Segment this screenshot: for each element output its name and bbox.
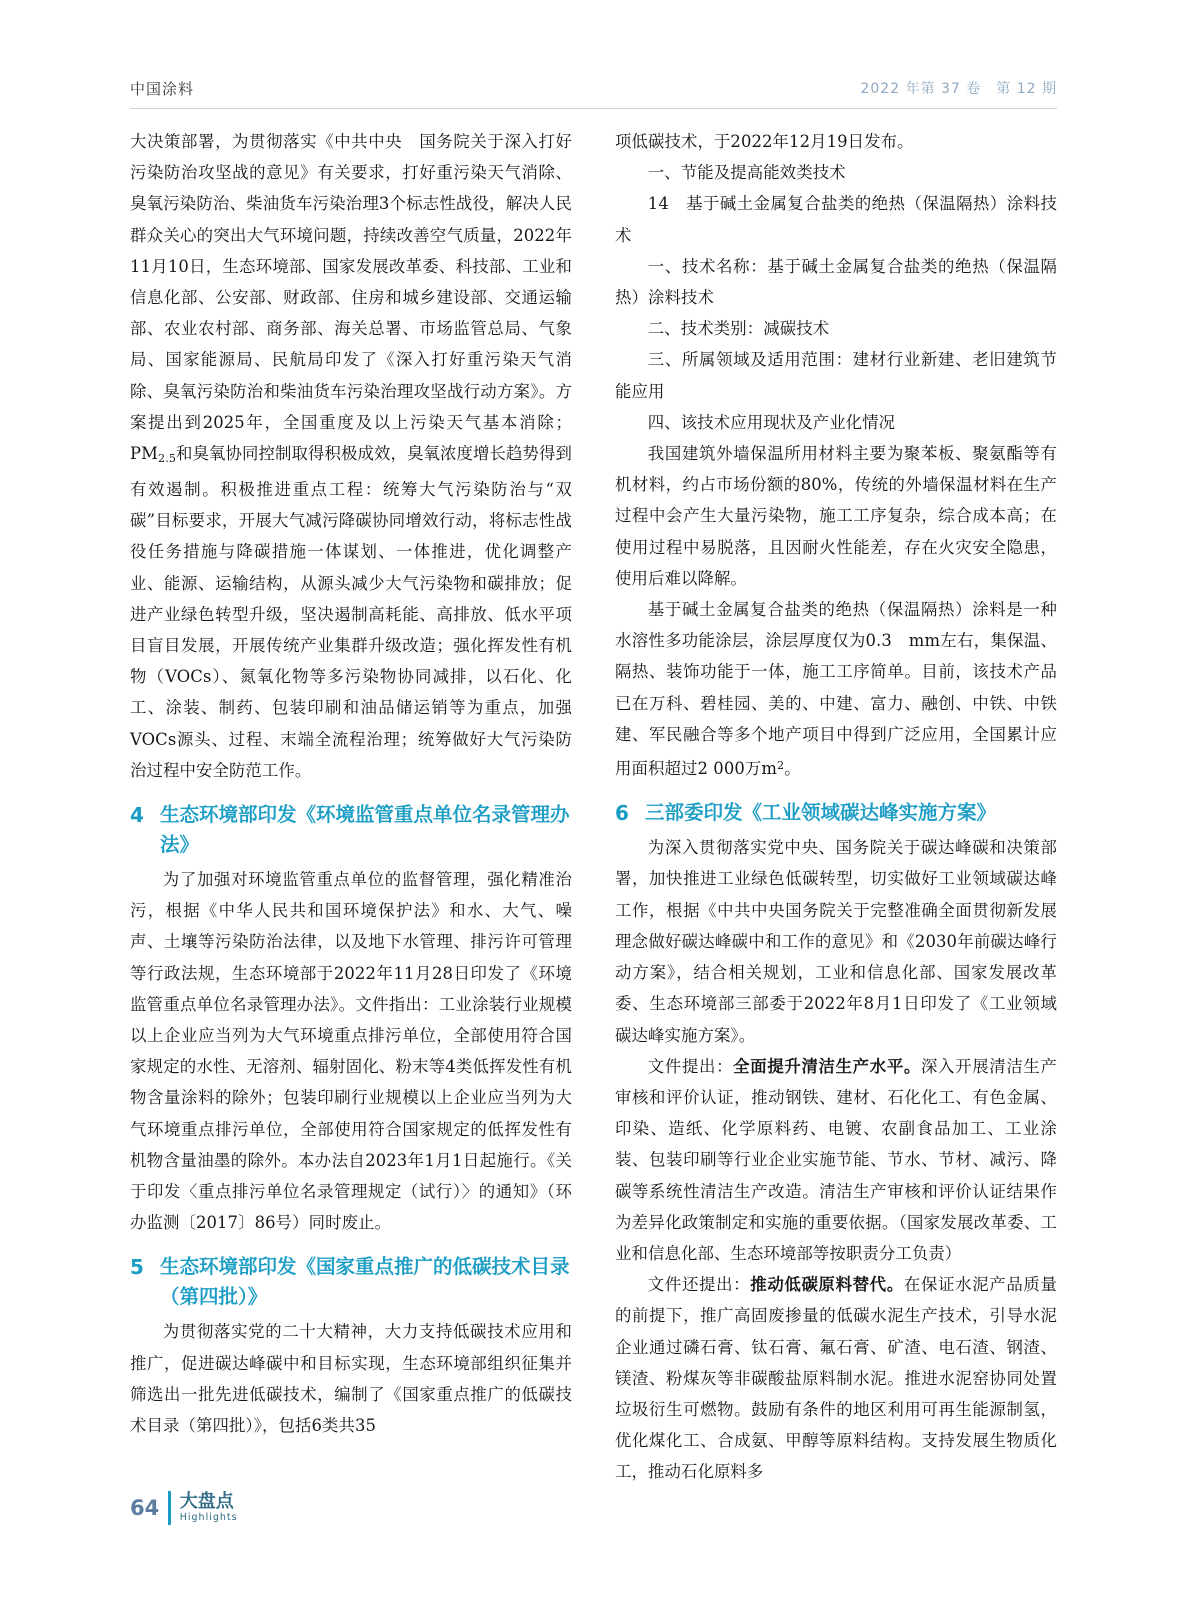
body3-rest: 在保证水泥产品质量的前提下，推广高固废掺量的低碳水泥生产技术，引导水泥企业通过磷石膏、钛石膏、氟石膏、矿渣、电石渣、钢渣、镁渣、粉煤灰等非碳酸盐原料制水泥。推进水泥窑协同处置垃圾衍生可燃物。鼓励有条件的地区利用可再生能源制氢，优化煤化工、合成氨、甲醇等原料结构。支持发展生物质化工，推动石化原料多 <box>615 1275 1058 1482</box>
body2-bold: 全面提升清洁生产水平。 <box>733 1056 921 1076</box>
right-paragraph-continued: 项低碳技术，于2022年12月19日发布。 <box>615 132 914 151</box>
footer-label-cn: 大盘点 <box>179 1491 234 1512</box>
page-number: 64 <box>130 1496 160 1520</box>
section-heading-4 <box>130 800 572 860</box>
tech-entry-title: 14 基于碱土金属复合盐类的绝热（保温隔热）涂料技术 <box>615 194 1057 245</box>
right-column <box>615 126 1058 1482</box>
body2-rest: 深入开展清洁生产审核和评价认证，推动钢铁、建材、石化化工、有色金属、印染、造纸、化学原料药、电镀、农副食品加工、工业涂装、包装印刷等行业企业实施节能、节水、节材、减污、降碳等系统性清洁生产改造。清洁生产审核和评价认证结果作为差异化政策制定和实施的重要依据。（国家发展改革委、工业和信息化部、生态环境部等按职责分工负责） <box>615 1056 1057 1263</box>
body2-lead: 文件提出： <box>647 1056 734 1076</box>
section-6-body-3 <box>615 1269 1057 1487</box>
two-column-body <box>130 126 1058 1482</box>
tech-application-period: 。 <box>784 759 801 779</box>
section-5-body: 为贯彻落实党的二十大精神，大力支持低碳技术应用和推广，促进碳达峰碳中和目标实现，生态环境部组织征集并筛选出一批先进低碳技术，编制了《国家重点推广的低碳技术目录（第四批）》，包括6类共35 <box>130 1322 572 1436</box>
tech-application-paragraph <box>615 594 1057 784</box>
section-6-body-1: 为深入贯彻落实党中央、国务院关于碳达峰碳和决策部署，加快推进工业绿色低碳转型，切实做好工业领域碳达峰工作，根据《中共中央国务院关于完整准确全面贯彻新发展理念做好碳达峰碳中和工作的意见》和《2030年前碳达峰行动方案》，结合相关规划，工业和信息化部、国家发展改革委、生态环境部三部委于2022年8月1日印发了《工业领域碳达峰实施方案》。 <box>615 838 1057 1045</box>
pm-subscript: 2.5 <box>158 451 177 465</box>
body3-bold: 推动低碳原料替代。 <box>750 1275 904 1295</box>
header-divider <box>130 108 1057 109</box>
pm-label: PM <box>130 444 159 464</box>
section-6-body-2 <box>615 1051 1057 1269</box>
footer-label-en: Highlights <box>179 1512 238 1523</box>
section-title-5: 生态环境部印发《国家重点推广的低碳技术目录（第四批）》 <box>160 1255 570 1309</box>
page-header <box>130 78 1057 108</box>
section-number-6: 6 <box>615 801 629 826</box>
section-heading-6 <box>615 798 1057 828</box>
tech-item-1: 一、技术名称：基于碱土金属复合盐类的绝热（保温隔热）涂料技术 <box>615 256 1057 308</box>
tech-item-2: 二、技术类别：减碳技术 <box>647 319 830 339</box>
page-footer <box>130 1488 238 1528</box>
tech-category-line: 一、节能及提高能效类技术 <box>647 163 846 183</box>
left-column <box>130 126 572 1456</box>
paragraph-text-tail: 和臭氧协同控制取得积极成效，臭氧浓度增长趋势得到有效遏制。积极推进重点工程：统筹大气污染防治与“双碳”目标要求，开展大气减污降碳协同增效行动，将标志性战役任务措施与降碳措施一体谋划、一体推进，优化调整产业、能源、运输结构，从源头减少大气污染物和碳排放；促进产业绿色转型升级，坚决遏制高耗能、高排放、低水平项目盲目发展，开展传统产业集群升级改造；强化挥发性有机物（VOCs）、氮氧化物等多污染物协同减排，以石化、化工、涂装、制药、包装印刷和油品储运销等为重点，加强VOCs源头、过程、末端全流程治理；统筹做好大气污染防治过程中安全防范工作。 <box>130 444 572 780</box>
section-number-5: 5 <box>130 1255 144 1280</box>
section-title-6: 三部委印发《工业领域碳达峰实施方案》 <box>645 801 997 825</box>
tech-item-4: 四、该技术应用现状及产业化情况 <box>647 412 896 432</box>
header-issue-info: 2022 年第 37 卷 第 12 期 <box>860 81 1057 97</box>
tech-item-3: 三、所属领域及适用范围：建材行业新建、老旧建筑节能应用 <box>615 350 1057 401</box>
tech-background-paragraph: 我国建筑外墙保温所用材料主要为聚苯板、聚氨酯等有机材料，约占市场份额的80%，传统的外墙保温材料在生产过程中会产生大量污染物，施工工序复杂，综合成本高；在使用过程中易脱落，且因耐火性能差，存在火灾安全隐患，使用后难以降解。 <box>615 444 1057 588</box>
section-heading-5 <box>130 1252 572 1312</box>
paragraph-continued <box>130 126 572 786</box>
section-4-body: 为了加强对环境监管重点单位的监督管理，强化精准治污，根据《中华人民共和国环境保护法》和水、大气、噪声、土壤等污染防治法律，以及地下水管理、排污许可管理等行政法规，生态环境部于2022年11月28日印发了《环境监管重点单位名录管理办法》。文件指出：工业涂装行业规模以上企业应当列为大气环境重点排污单位，全部使用符合国家规定的水性、无溶剂、辐射固化、粉末等4类低挥发性有机物含量涂料的除外；包装印刷行业规模以上企业应当列为大气环境重点排污单位，全部使用符合国家规定的低挥发性有机物含量油墨的除外。本办法自2023年1月1日起施行。《关于印发〈重点排污单位名录管理规定（试行）〉的通知》（环办监测〔2017〕86号）同时废止。 <box>130 870 572 1233</box>
body3-lead: 文件还提出： <box>647 1275 751 1295</box>
footer-accent-bar <box>168 1491 171 1525</box>
section-title-4: 生态环境部印发《环境监管重点单位名录管理办法》 <box>160 803 570 857</box>
area-unit-superscript: 2 <box>777 759 785 773</box>
section-number-4: 4 <box>130 803 144 828</box>
header-journal-name: 中国涂料 <box>130 80 195 98</box>
paragraph-text: 大决策部署，为贯彻落实《中共中央 国务院关于深入打好污染防治攻坚战的意见》有关要求，打好重污染天气消除、臭氧污染防治、柴油货车污染治理3个标志性战役，解决人民群众关心的突出大气环境问题，持续改善空气质量，2022年11月10日，生态环境部、国家发展改革委、科技部、工业和信息化部、公安部、财政部、住房和城乡建设部、交通运输部、农业农村部、商务部、海关总署、市场监管总局、气象局、国家能源局、民航局印发了《深入打好重污染天气消除、臭氧污染防治和柴油货车污染治理攻坚战行动方案》。方案提出到2025年，全国重度及以上污染天气基本消除； <box>130 132 572 432</box>
tech-application-text: 基于碱土金属复合盐类的绝热（保温隔热）涂料是一种水溶性多功能涂层，涂层厚度仅为0.3 mm左右，集保温、隔热、装饰功能于一体，施工工序简单。目前，该技术产品已在万科、碧桂园、美的、中建、富力、融创、中铁、中铁建、军民融合等多个地产项目中得到广泛应用，全国累计应用面积超过2 000万m <box>615 600 1057 779</box>
footer-section-label <box>180 1492 238 1524</box>
